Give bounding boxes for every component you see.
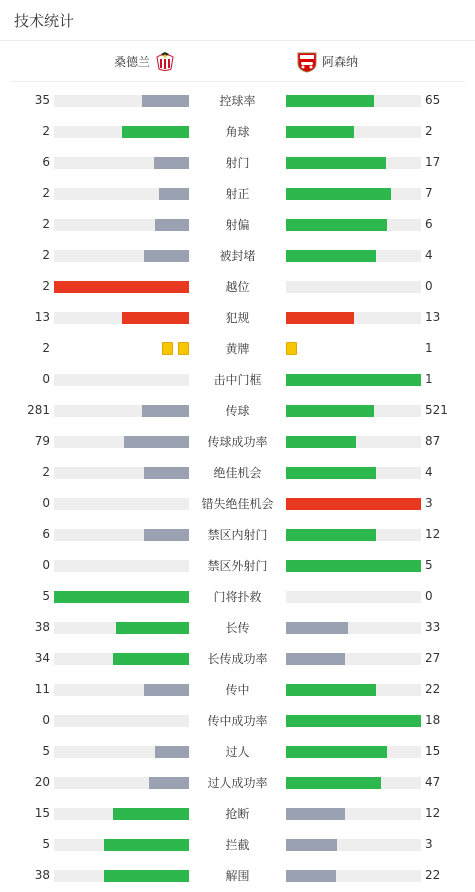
stat-label: 射偏 bbox=[225, 218, 250, 232]
away-stat-value: 3 bbox=[425, 837, 433, 851]
home-stat-bar bbox=[54, 126, 189, 138]
away-stat-bar-fill bbox=[286, 715, 421, 727]
home-stat-bar bbox=[54, 374, 189, 386]
away-stat-bar-fill bbox=[286, 312, 354, 324]
away-stat-value: 65 bbox=[425, 93, 441, 107]
home-stat-value: 13 bbox=[34, 310, 50, 324]
stat-label: 被封堵 bbox=[219, 249, 256, 263]
stat-row bbox=[0, 830, 475, 861]
away-stat-bar bbox=[286, 746, 421, 758]
yellow-card-icon bbox=[162, 342, 173, 355]
home-stat-bar bbox=[54, 529, 189, 541]
away-stat-value: 0 bbox=[425, 589, 433, 603]
away-stat-value: 2 bbox=[425, 124, 433, 138]
stat-label: 绝佳机会 bbox=[213, 466, 262, 480]
home-stat-value: 20 bbox=[34, 775, 50, 789]
away-stat-bar bbox=[286, 498, 421, 510]
home-stat-value: 38 bbox=[34, 620, 50, 634]
away-stat-bar bbox=[286, 219, 421, 231]
home-stat-value: 0 bbox=[42, 496, 50, 510]
stat-label: 长传成功率 bbox=[207, 652, 268, 666]
home-stat-bar-fill bbox=[154, 157, 189, 169]
away-stat-bar bbox=[286, 250, 421, 262]
away-stat-bar-fill bbox=[286, 560, 421, 572]
yellow-card-icon bbox=[286, 342, 297, 355]
home-stat-bar-fill bbox=[144, 684, 189, 696]
home-stat-value: 281 bbox=[27, 403, 50, 417]
home-stat-bar bbox=[54, 405, 189, 417]
away-stat-bar-fill bbox=[286, 653, 345, 665]
home-stat-bar-fill bbox=[155, 746, 189, 758]
away-stat-bar-fill bbox=[286, 498, 421, 510]
away-stat-bar bbox=[286, 653, 421, 665]
home-stat-bar bbox=[54, 839, 189, 851]
home-stat-bar bbox=[54, 312, 189, 324]
away-stat-bar bbox=[286, 560, 421, 572]
away-stat-bar-fill bbox=[286, 622, 348, 634]
home-stat-value: 79 bbox=[34, 434, 50, 448]
home-stat-value: 34 bbox=[34, 651, 50, 665]
away-stat-value: 3 bbox=[425, 496, 433, 510]
stat-row bbox=[0, 86, 475, 117]
stat-row bbox=[0, 861, 475, 892]
home-stat-bar-fill bbox=[113, 653, 189, 665]
away-stat-bar bbox=[286, 157, 421, 169]
stat-label: 拦截 bbox=[225, 838, 250, 852]
home-stat-bar bbox=[54, 188, 189, 200]
stat-label: 角球 bbox=[225, 125, 250, 139]
away-stat-bar-fill bbox=[286, 839, 337, 851]
home-stat-value: 15 bbox=[34, 806, 50, 820]
home-stat-bar bbox=[54, 560, 189, 572]
home-stat-bar bbox=[54, 653, 189, 665]
home-stat-bar bbox=[54, 498, 189, 510]
away-stat-bar bbox=[286, 839, 421, 851]
home-stat-value: 2 bbox=[42, 124, 50, 138]
stat-row bbox=[0, 272, 475, 303]
away-stat-bar bbox=[286, 95, 421, 107]
home-team[interactable] bbox=[114, 51, 180, 73]
away-stat-bar bbox=[286, 436, 421, 448]
away-stat-bar-fill bbox=[286, 808, 345, 820]
stat-row bbox=[0, 644, 475, 675]
yellow-card-icon bbox=[178, 342, 189, 355]
away-stat-bar bbox=[286, 405, 421, 417]
away-stat-bar bbox=[286, 312, 421, 324]
away-stat-bar-fill bbox=[286, 746, 387, 758]
home-stat-bar bbox=[54, 250, 189, 262]
stat-row bbox=[0, 520, 475, 551]
away-team-name: 阿森纳 bbox=[322, 55, 359, 69]
away-stat-value: 0 bbox=[425, 279, 433, 293]
home-stat-bar bbox=[54, 622, 189, 634]
home-stat-bar-fill bbox=[155, 219, 189, 231]
stat-row bbox=[0, 458, 475, 489]
stat-label: 越位 bbox=[225, 280, 250, 294]
away-stat-value: 4 bbox=[425, 248, 433, 262]
stat-label: 黄牌 bbox=[225, 342, 250, 356]
home-stat-bar bbox=[54, 715, 189, 727]
away-stat-bar-fill bbox=[286, 684, 376, 696]
away-stat-bar bbox=[286, 684, 421, 696]
away-stat-value: 1 bbox=[425, 372, 433, 386]
away-stat-value: 47 bbox=[425, 775, 441, 789]
stat-row bbox=[0, 334, 475, 365]
stat-label: 长传 bbox=[225, 621, 250, 635]
home-stat-bar-fill bbox=[144, 529, 189, 541]
home-stat-value: 6 bbox=[42, 155, 50, 169]
stat-label: 解围 bbox=[225, 869, 250, 883]
away-stat-bar bbox=[286, 188, 421, 200]
home-stat-bar-fill bbox=[144, 467, 189, 479]
away-stat-bar bbox=[286, 126, 421, 138]
home-stat-bar-fill bbox=[104, 839, 189, 851]
stat-row bbox=[0, 706, 475, 737]
home-stat-bar bbox=[54, 467, 189, 479]
home-stat-bar-fill bbox=[122, 312, 190, 324]
stat-row bbox=[0, 179, 475, 210]
away-stat-value: 6 bbox=[425, 217, 433, 231]
stat-label: 控球率 bbox=[219, 94, 256, 108]
stat-row bbox=[0, 427, 475, 458]
home-stat-value: 2 bbox=[42, 248, 50, 262]
stat-row bbox=[0, 396, 475, 427]
away-stat-bar-fill bbox=[286, 219, 387, 231]
away-stat-value: 15 bbox=[425, 744, 441, 758]
away-stat-bar bbox=[286, 870, 421, 882]
away-stat-bar bbox=[286, 622, 421, 634]
away-stat-value: 5 bbox=[425, 558, 433, 572]
home-stat-value: 2 bbox=[42, 186, 50, 200]
home-stat-value: 6 bbox=[42, 527, 50, 541]
home-stat-bar-fill bbox=[142, 405, 189, 417]
away-stat-value: 12 bbox=[425, 527, 441, 541]
away-stat-value: 7 bbox=[425, 186, 433, 200]
home-stat-bar bbox=[54, 746, 189, 758]
home-stat-bar-fill bbox=[144, 250, 189, 262]
stat-label: 禁区内射门 bbox=[207, 528, 268, 542]
away-stat-bar-fill bbox=[286, 250, 376, 262]
stat-row bbox=[0, 303, 475, 334]
away-stat-bar bbox=[286, 529, 421, 541]
stat-label: 传球 bbox=[225, 404, 250, 418]
away-stat-bar-fill bbox=[286, 436, 356, 448]
stat-row bbox=[0, 737, 475, 768]
stat-row bbox=[0, 613, 475, 644]
home-stat-bar-fill bbox=[104, 870, 189, 882]
home-stat-value: 5 bbox=[42, 744, 50, 758]
home-stat-bar bbox=[54, 157, 189, 169]
stat-label: 过人 bbox=[225, 745, 250, 759]
away-stat-bar-fill bbox=[286, 157, 386, 169]
home-stat-bar bbox=[54, 870, 189, 882]
stat-label: 犯规 bbox=[225, 311, 250, 325]
home-yellow-cards bbox=[162, 342, 189, 355]
stat-label: 射正 bbox=[225, 187, 250, 201]
stat-row bbox=[0, 582, 475, 613]
stat-label: 门将扑救 bbox=[213, 590, 262, 604]
home-stat-value: 0 bbox=[42, 372, 50, 386]
home-stat-bar-fill bbox=[159, 188, 189, 200]
stat-row bbox=[0, 210, 475, 241]
away-stat-bar-fill bbox=[286, 777, 381, 789]
stat-row bbox=[0, 489, 475, 520]
stat-row bbox=[0, 148, 475, 179]
home-stat-value: 35 bbox=[34, 93, 50, 107]
home-stat-bar-fill bbox=[122, 126, 190, 138]
away-stat-value: 22 bbox=[425, 682, 441, 696]
home-team-name: 桑德兰 bbox=[113, 55, 150, 69]
away-stat-value: 521 bbox=[425, 403, 448, 417]
stat-label: 禁区外射门 bbox=[207, 559, 268, 573]
away-stat-bar-fill bbox=[286, 405, 374, 417]
stat-row bbox=[0, 799, 475, 830]
stat-label: 传中成功率 bbox=[207, 714, 268, 728]
away-stat-bar-fill bbox=[286, 870, 336, 882]
home-stat-value: 38 bbox=[34, 868, 50, 882]
home-stat-value: 2 bbox=[42, 341, 50, 355]
home-stat-value: 0 bbox=[42, 558, 50, 572]
away-stat-bar-fill bbox=[286, 374, 421, 386]
away-stat-bar-fill bbox=[286, 188, 391, 200]
arsenal-crest-icon bbox=[296, 51, 318, 73]
home-stat-bar bbox=[54, 95, 189, 107]
home-stat-bar bbox=[54, 808, 189, 820]
stat-row bbox=[0, 241, 475, 272]
home-stat-value: 5 bbox=[42, 837, 50, 851]
home-stat-value: 2 bbox=[42, 465, 50, 479]
stat-label: 传球成功率 bbox=[207, 435, 268, 449]
home-stat-bar-fill bbox=[113, 808, 189, 820]
away-stat-bar-fill bbox=[286, 126, 354, 138]
page-title: 技术统计 bbox=[14, 12, 75, 30]
away-yellow-cards bbox=[286, 342, 297, 355]
home-stat-bar-fill bbox=[142, 95, 189, 107]
home-stat-bar bbox=[54, 281, 189, 293]
away-stat-bar bbox=[286, 281, 421, 293]
stat-label: 射门 bbox=[225, 156, 250, 170]
away-stat-bar bbox=[286, 591, 421, 603]
away-stat-value: 1 bbox=[425, 341, 433, 355]
away-stat-bar bbox=[286, 374, 421, 386]
away-stat-bar bbox=[286, 808, 421, 820]
stat-label: 击中门框 bbox=[213, 373, 262, 387]
away-stat-bar-fill bbox=[286, 529, 376, 541]
home-stat-bar-fill bbox=[149, 777, 190, 789]
away-team[interactable] bbox=[292, 51, 358, 73]
home-stat-bar bbox=[54, 436, 189, 448]
stat-row bbox=[0, 117, 475, 148]
home-stat-bar-fill bbox=[54, 281, 189, 293]
stat-label: 传中 bbox=[225, 683, 250, 697]
away-stat-bar bbox=[286, 467, 421, 479]
home-stat-bar-fill bbox=[124, 436, 189, 448]
away-stat-value: 17 bbox=[425, 155, 441, 169]
stats-header bbox=[0, 0, 475, 41]
home-stat-bar bbox=[54, 777, 189, 789]
away-stat-value: 12 bbox=[425, 806, 441, 820]
home-stat-value: 11 bbox=[34, 682, 50, 696]
stat-label: 过人成功率 bbox=[207, 776, 268, 790]
away-stat-value: 87 bbox=[425, 434, 441, 448]
home-stat-value: 2 bbox=[42, 217, 50, 231]
home-stat-value: 5 bbox=[42, 589, 50, 603]
away-stat-value: 22 bbox=[425, 868, 441, 882]
home-stat-value: 2 bbox=[42, 279, 50, 293]
away-stat-value: 4 bbox=[425, 465, 433, 479]
home-stat-bar bbox=[54, 591, 189, 603]
teams-bar bbox=[10, 41, 465, 82]
sunderland-crest-icon bbox=[154, 51, 176, 73]
home-stat-bar bbox=[54, 219, 189, 231]
stat-row bbox=[0, 768, 475, 799]
away-stat-value: 33 bbox=[425, 620, 441, 634]
home-stat-bar bbox=[54, 684, 189, 696]
stat-row bbox=[0, 365, 475, 396]
away-stat-value: 18 bbox=[425, 713, 441, 727]
away-stat-value: 13 bbox=[425, 310, 441, 324]
stat-row bbox=[0, 675, 475, 706]
away-stat-bar bbox=[286, 715, 421, 727]
home-stat-value: 0 bbox=[42, 713, 50, 727]
away-stat-bar bbox=[286, 777, 421, 789]
away-stat-bar-fill bbox=[286, 467, 376, 479]
away-stat-value: 27 bbox=[425, 651, 441, 665]
home-stat-bar-fill bbox=[116, 622, 189, 634]
stat-row bbox=[0, 551, 475, 582]
stat-label: 抢断 bbox=[225, 807, 250, 821]
away-stat-bar-fill bbox=[286, 95, 374, 107]
stat-label: 错失绝佳机会 bbox=[201, 497, 274, 511]
home-stat-bar-fill bbox=[54, 591, 189, 603]
